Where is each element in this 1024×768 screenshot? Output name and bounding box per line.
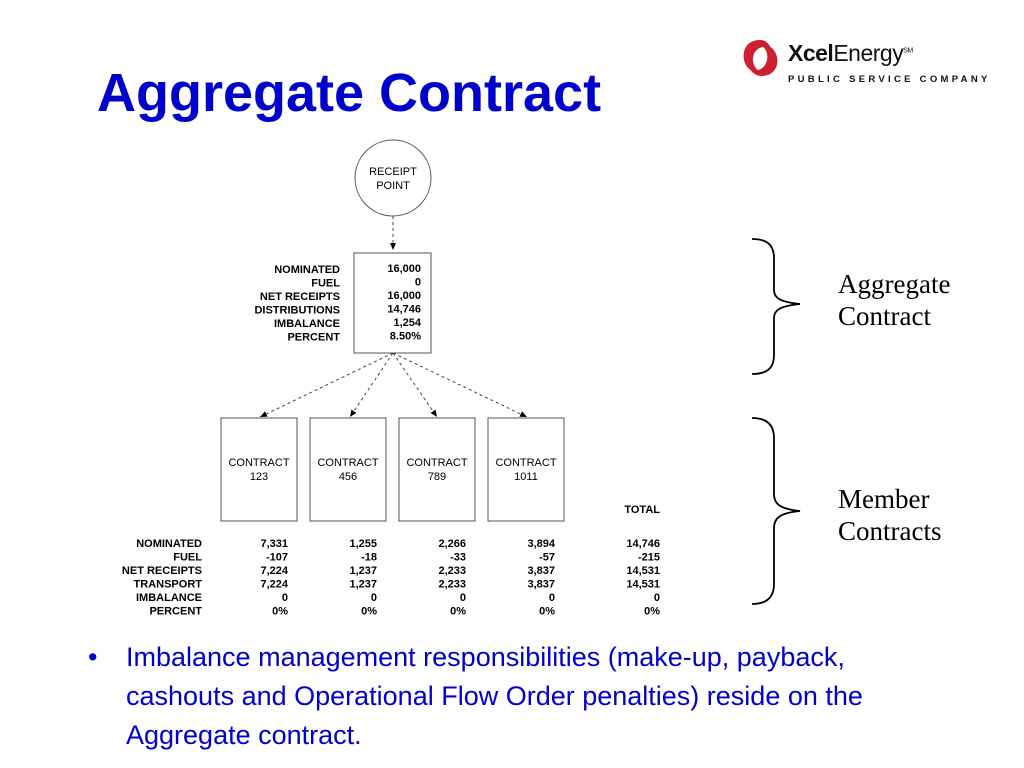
member-value: 0%: [539, 605, 555, 618]
aggregate-label-line1: Aggregate: [838, 269, 951, 299]
aggregate-value: 16,000: [387, 263, 421, 275]
member-value: -107: [265, 551, 288, 564]
aggregate-label: NOMINATED: [274, 264, 340, 276]
member-brace: [752, 418, 800, 604]
member-value: -215: [637, 551, 660, 564]
member-value: -18: [361, 551, 377, 564]
member-label: NOMINATED: [136, 538, 202, 550]
member-value: 2,266: [438, 538, 466, 550]
member-label: TRANSPORT: [133, 578, 202, 591]
slide-title: Aggregate Contract: [97, 63, 602, 123]
contract-label: CONTRACT: [228, 457, 290, 469]
contract-number: 123: [249, 471, 269, 483]
member-contracts-label: [838, 483, 941, 547]
member-value: 0%: [450, 605, 466, 618]
member-label-line1: Member: [838, 484, 930, 514]
member-value: 3,837: [527, 565, 555, 577]
member-value: 2,233: [438, 565, 466, 577]
member-column-456: [349, 538, 377, 618]
member-value: 7,331: [260, 538, 288, 550]
member-value: 0%: [644, 605, 660, 618]
contract-label: CONTRACT: [495, 457, 557, 469]
member-value: 1,255: [349, 538, 377, 550]
receipt-point-label-1: RECEIPT: [369, 166, 417, 178]
contract-label: CONTRACT: [317, 457, 379, 469]
member-value: 0: [281, 592, 288, 604]
member-value: 3,894: [527, 538, 555, 550]
contract-number: 789: [427, 471, 447, 483]
member-label: IMBALANCE: [136, 592, 202, 604]
aggregate-label: IMBALANCE: [274, 318, 340, 330]
member-value: 0: [459, 592, 466, 604]
aggregate-value: 14,746: [387, 303, 421, 316]
logo-subtitle: PUBLIC SERVICE COMPANY: [788, 74, 991, 85]
member-value: 14,531: [626, 565, 660, 577]
member-value: 1,237: [349, 578, 377, 591]
aggregate-value: 16,000: [387, 290, 421, 302]
aggregate-contract-label: [838, 268, 950, 332]
aggregate-values: [387, 263, 422, 343]
member-value: 0%: [272, 605, 288, 618]
member-label: NET RECEIPTS: [121, 565, 202, 577]
logo-brand: XcelEnergy℠: [788, 40, 913, 66]
contract-box-456: [310, 418, 386, 521]
receipt-point-node: [355, 140, 431, 216]
aggregate-to-contract-arrow: [260, 353, 393, 417]
member-value: 7,224: [260, 578, 288, 591]
aggregate-to-contract-arrow: [350, 353, 393, 417]
aggregate-brace: [752, 239, 800, 374]
contract-box-1011: [488, 418, 564, 521]
member-column-1011: [527, 538, 555, 618]
total-header: TOTAL: [624, 504, 660, 516]
member-value: -57: [539, 551, 555, 564]
bullet-marker: •: [88, 642, 98, 672]
member-value: 0: [548, 592, 555, 604]
member-column-789: [438, 538, 466, 618]
member-column-123: [260, 538, 288, 618]
member-value: 3,837: [527, 578, 555, 591]
member-label: PERCENT: [149, 605, 202, 618]
member-column-total: [626, 538, 660, 618]
contract-box-789: [399, 418, 475, 521]
aggregate-to-contract-arrow: [393, 353, 437, 417]
member-value: 14,531: [626, 578, 660, 591]
member-label-line2: Contracts: [838, 516, 942, 546]
contract-box-123: [221, 418, 297, 521]
aggregate-row-labels: [254, 264, 340, 344]
member-value: 14,746: [626, 538, 660, 550]
aggregate-label: FUEL: [311, 277, 340, 290]
member-value: 7,224: [260, 565, 288, 577]
aggregate-to-contract-arrow: [393, 353, 527, 417]
contract-label: CONTRACT: [406, 457, 468, 469]
member-value: 0: [653, 592, 660, 604]
aggregate-value: 8.50%: [389, 330, 421, 343]
aggregate-value: 0: [414, 276, 421, 289]
aggregate-label: PERCENT: [287, 331, 340, 344]
bullet-text: Imbalance management responsibilities (make-up, payback, cashouts and Operational Flow Order penalties) reside on the Aggregate contract.: [126, 642, 863, 750]
member-label: FUEL: [173, 551, 202, 564]
member-row-labels: [122, 538, 202, 618]
aggregate-label-line2: Contract: [838, 301, 931, 331]
member-value: 2,233: [438, 578, 466, 591]
aggregate-label: DISTRIBUTIONS: [254, 304, 340, 317]
member-value: 1,237: [349, 565, 377, 577]
aggregate-value: 1,254: [393, 317, 421, 329]
aggregate-label: NET RECEIPTS: [259, 291, 340, 303]
member-value: 0%: [361, 605, 377, 618]
contract-number: 456: [338, 471, 358, 483]
contract-number: 1011: [514, 471, 538, 483]
receipt-point-label-2: POINT: [376, 180, 410, 192]
member-value: 0: [370, 592, 377, 604]
member-value: -33: [450, 551, 466, 564]
